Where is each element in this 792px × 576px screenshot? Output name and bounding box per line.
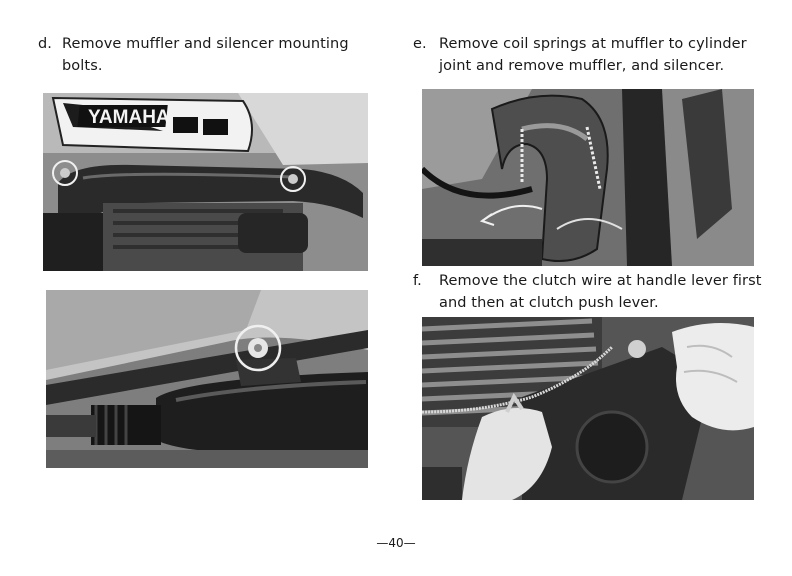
- photo-coil-springs: [422, 89, 754, 266]
- step-e: [413, 33, 768, 77]
- step-letter: e.: [413, 36, 427, 52]
- step-text: Remove coil springs at muffler to cylinder joint and remove muffler, and silencer.: [439, 36, 747, 74]
- tank-logo: YAMAHA: [88, 107, 170, 128]
- page-number: —40—: [376, 536, 416, 550]
- photo-silencer-mounting-bolt: [46, 290, 368, 468]
- step-letter: d.: [38, 36, 53, 52]
- step-text: Remove muffler and silencer mounting bolts.: [62, 36, 349, 74]
- step-d: [38, 33, 383, 77]
- photo-muffler-mounting-bolts: [43, 93, 368, 271]
- step-text: Remove the clutch wire at handle lever first and then at clutch push lever.: [439, 273, 762, 311]
- step-f: [413, 270, 768, 314]
- step-letter: f.: [413, 273, 422, 289]
- photo-clutch-wire: [422, 317, 754, 500]
